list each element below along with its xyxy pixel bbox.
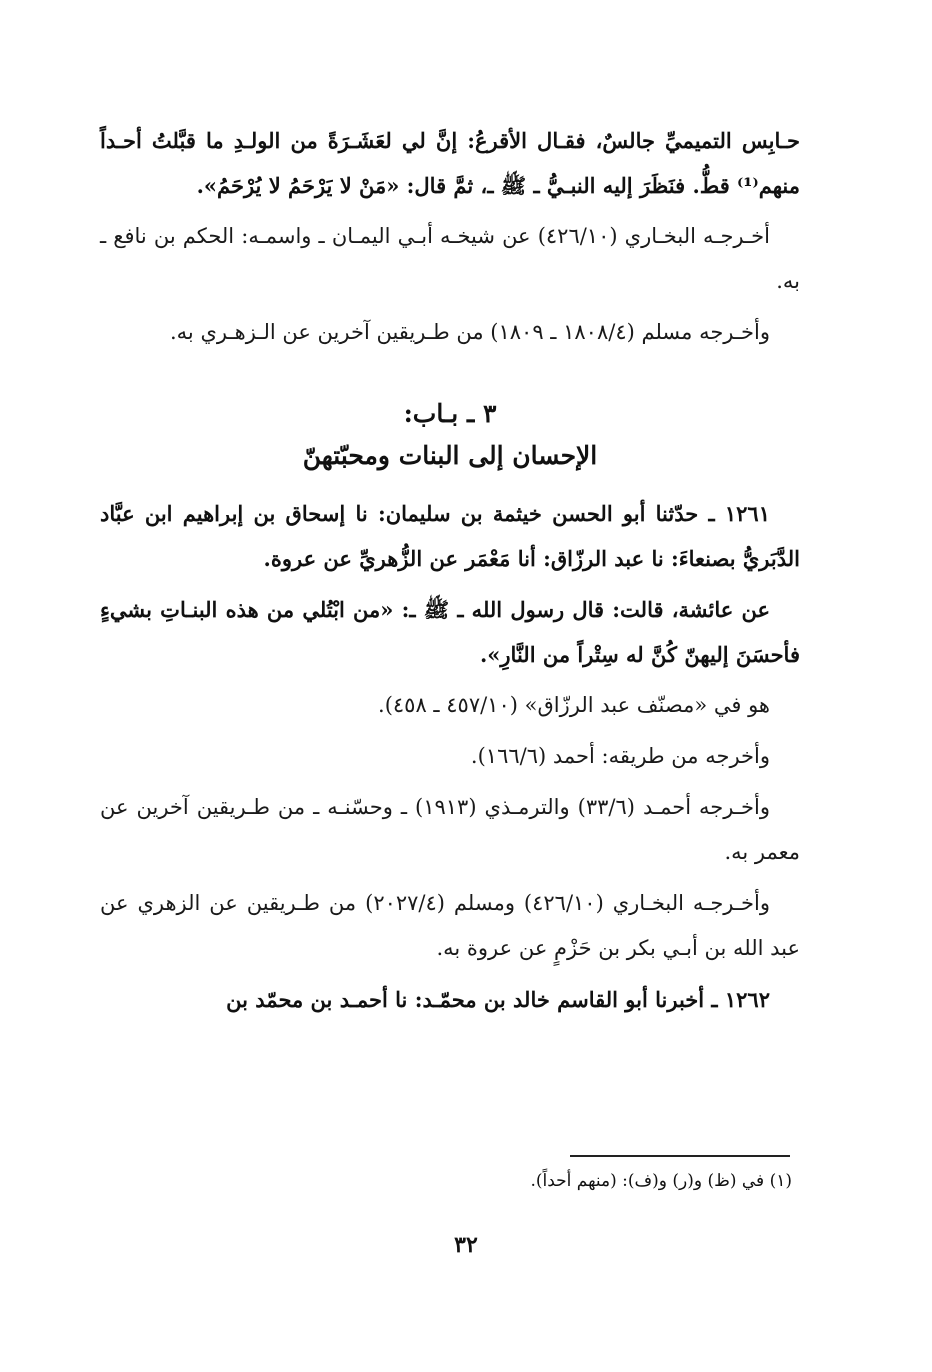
- takhrij-ahmad-tirmidhi: وأخـرجه أحمـد (٣٣/٦) والترمـذي (١٩١٣) ـ وحسّنـه ـ من طـريقين آخرين عن معمر به.: [100, 795, 800, 864]
- footnote: (١) في (ظ) و(ر) و(ف): (منهم أحداً).: [530, 1171, 792, 1191]
- takhrij-bukhari-muslim: وأخـرجـه البخـاري (٤٢٦/١٠) ومسلم (٢٠٢٧/٤) من طـريقين عن الزهري عن عبد الله بن أبـي بكر بن حَزْمٍ عن عروة به.: [100, 891, 800, 960]
- paragraph-takhrij-bukhari: أخـرجـه البخـاري (٤٢٦/١٠) عن شيخـه أبـي اليمـان ـ واسمـه: الحكم بن نافع ـ به.: [100, 224, 800, 293]
- paragraph-hadith-continuation: حـابِس التميميِّ جالسٌ، فقـال الأقرعُ: إنَّ لي لعَشَـرَةً من الولـدِ ما قبَّلتُ أحـداً منهم⁽¹⁾ قطُّ. فنَظَرَ إليه النبـيُّ ـ ﷺ ـ، ثمَّ قال: «مَنْ لا يَرْحَمُ لا يُرْحَمُ».: [100, 128, 800, 198]
- section-heading: [100, 393, 800, 477]
- page-body: [100, 118, 800, 1022]
- chapter-number: ٣ ـ بـاب:: [403, 399, 497, 428]
- takhrij-ahmad: وأخرجه من طريقه: أحمد (١٦٦/٦).: [470, 744, 770, 768]
- footnote-divider: [570, 1155, 790, 1157]
- takhrij-musannaf: هو في «مصنّف عبد الرزّاق» (٤٥٧/١٠ ـ ٤٥٨).: [378, 693, 770, 717]
- page-number: ٣٢: [454, 1232, 478, 1258]
- hadith-1261-matn: عن عائشة، قالت: قال رسول الله ـ ﷺ ـ: «من ابْتُلي من هذه البنـاتِ بشيءٍ فأحسَنَ إليهنّ كُنَّ له سِتْراً من النَّارِ».: [100, 597, 800, 667]
- paragraph-takhrij-muslim: وأخـرجه مسلم (١٨٠٨/٤ ـ ١٨٠٩) من طـريقين آخرين عن الـزهـري به.: [170, 320, 770, 344]
- hadith-1261-isnad: ١٢٦١ ـ حدّثنا أبو الحسن خيثمة بن سليمان: نا إسحاق بن إبراهيم ابن عبَّاد الدَّبَريُّ بصنعاءَ: نا عبد الرزّاق: أنا مَعْمَر عن الزُّهريِّ عن عروة.: [100, 501, 800, 571]
- hadith-1262-isnad: ١٢٦٢ ـ أخبرنا أبو القاسم خالد بن محمّـد: نا أحمـد بن محمّد بن: [226, 987, 770, 1012]
- chapter-title: الإحسان إلى البنات ومحبّتهنّ: [302, 441, 598, 470]
